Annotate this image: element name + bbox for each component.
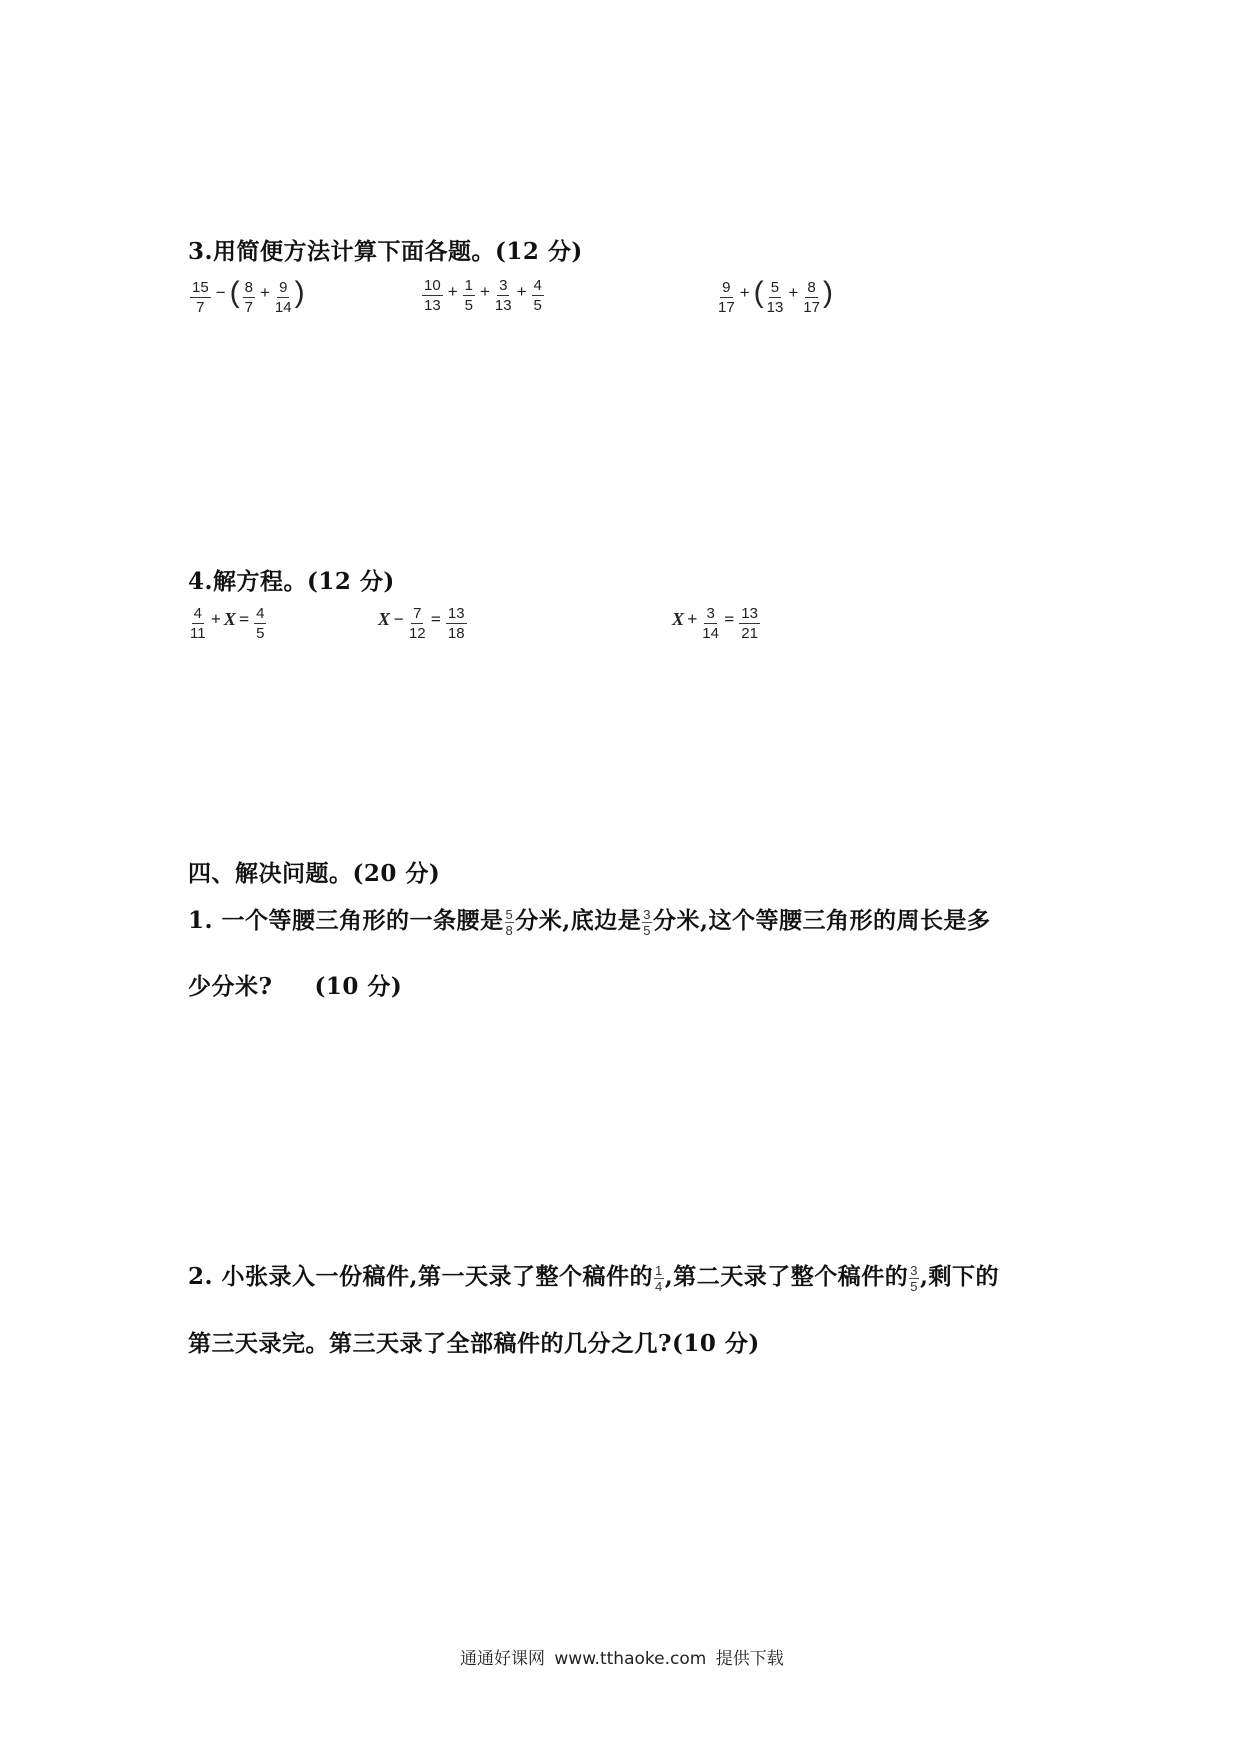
part4-heading: 四、解决问题。(20 分) [188, 860, 441, 887]
fraction: $\frac{3}{5}$ [910, 1263, 919, 1294]
fraction: $\frac{3}{5}$ [643, 907, 652, 938]
fraction: $\frac{13}{21}$ [741, 605, 758, 642]
section3-heading: 3.用简便方法计算下面各题。(12 分) [188, 238, 583, 265]
fraction: $\frac{4}{11}$ [190, 605, 206, 642]
fraction: $\frac{1}{5}$ [464, 277, 473, 314]
fraction: $\frac{1}{4}$ [655, 1263, 663, 1294]
question-2-line-2: 第三天录完。第三天录了全部稿件的几分之几?(10 分) [188, 1330, 760, 1357]
fraction: $\frac{13}{18}$ [447, 605, 465, 642]
section4-equation-3: X + $\frac{3}{14}$ = $\frac{13}{21}$ [672, 605, 758, 642]
fraction: $\frac{5}{13}$ [766, 278, 784, 316]
section3-expr-2: $\frac{10}{13}$ + $\frac{1}{5}$ + $\frac{3}{13}$ + $\frac{4}{5}$ [424, 277, 542, 314]
section4-equation-1: $\frac{4}{11}$ + X = $\frac{4}{5}$ [190, 605, 265, 642]
section4-heading: 4.解方程。(12 分) [188, 568, 395, 595]
fraction: $\frac{4}{5}$ [256, 605, 265, 642]
section3-expr-1: $\frac{15}{7}$ − ( $\frac{8}{7}$ + $\frac{9}{14}$ ) [192, 276, 305, 316]
section3-expr-3: $\frac{9}{17}$ + ( $\frac{5}{13}$ + $\frac{8}{17}$ ) [718, 276, 833, 316]
fraction: $\frac{3}{13}$ [494, 277, 512, 314]
question-1-line-2: 少分米? (10 分) [188, 968, 402, 1001]
section4-equation-2: X − $\frac{7}{12}$ = $\frac{13}{18}$ [378, 605, 465, 642]
fraction: $\frac{3}{14}$ [702, 605, 719, 642]
question-2-line-1: 2. 小张录入一份稿件,第一天录了整个稿件的 $\frac{1}{4}$ ,第二天录了整个稿件的 $\frac{3}{5}$ ,剩下的 [188, 1263, 1000, 1294]
fraction: $\frac{15}{7}$ [192, 278, 209, 316]
question-1-score: (10 分) [314, 973, 403, 1000]
question-1-line-1: 1. 一个等腰三角形的一条腰是 $\frac{5}{8}$ 分米,底边是 $\frac{3}{5}$ 分米,这个等腰三角形的周长是多 [188, 907, 991, 938]
fraction: $\frac{9}{17}$ [718, 278, 735, 316]
fraction: $\frac{10}{13}$ [424, 277, 441, 314]
fraction: $\frac{8}{7}$ [244, 278, 253, 316]
footer-text: 通通好课网 www.tthaoke.com 提供下载 [460, 1649, 784, 1669]
fraction: $\frac{9}{14}$ [274, 278, 292, 316]
fraction: $\frac{5}{8}$ [505, 907, 514, 938]
fraction: $\frac{7}{12}$ [408, 605, 426, 642]
fraction: $\frac{8}{17}$ [803, 278, 820, 316]
fraction: $\frac{4}{5}$ [533, 277, 542, 314]
